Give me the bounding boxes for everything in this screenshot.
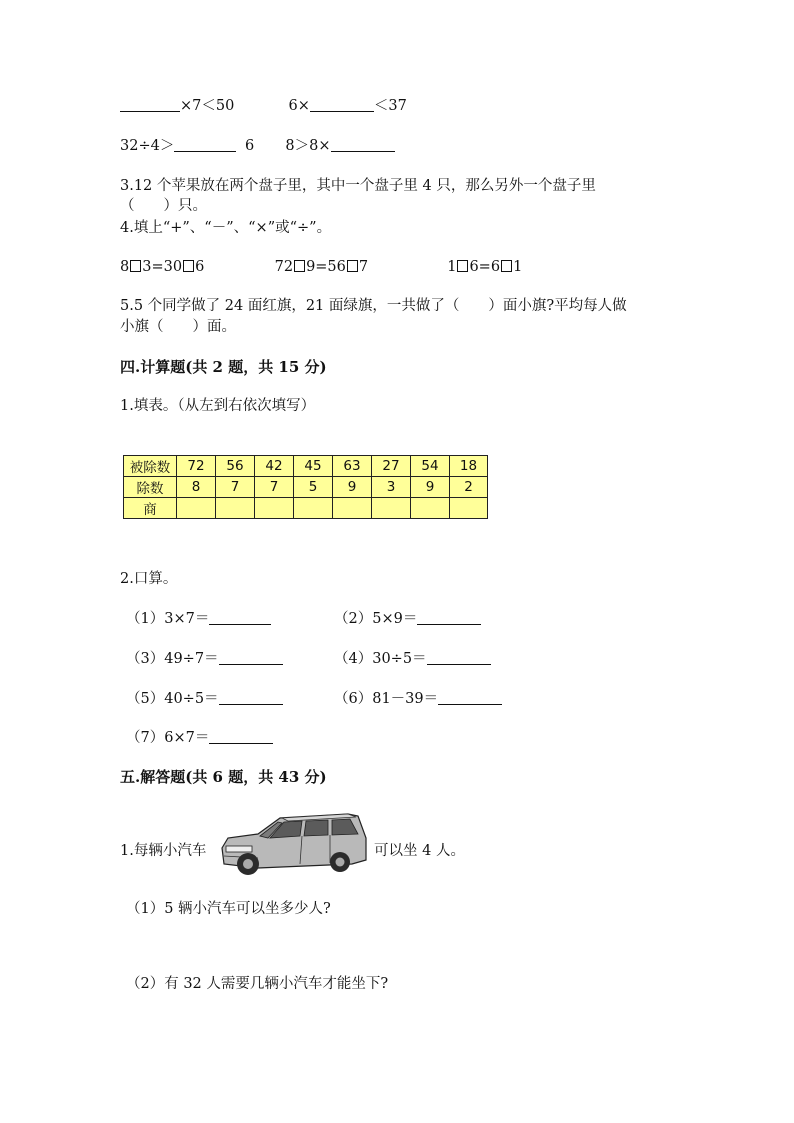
table-cell: 56 [216,456,255,477]
car-image [218,808,370,880]
table-cell: 8 [177,477,216,498]
row-label: 被除数 [124,456,177,477]
inequality-line-1: ×7＜50 6× ＜37 [120,96,407,116]
equation-3: 1 6=6 1 [447,259,523,275]
mental-math-title: 2.口算。 [120,571,178,587]
table-cell: 7 [255,477,294,498]
equation-1: 8 3=30 6 [120,259,205,275]
question-5-line-1: 5.5 个同学做了 24 面红旗，21 面绿旗，一共做了（ ）面小旗?平均每人做 [120,298,627,314]
answer-blank[interactable] [310,97,374,112]
mental-item-6: （6）81－39＝ [334,689,502,709]
mental-item-4: （4）30÷5＝ [334,649,491,669]
mental-item-2: （2）5×9＝ [334,609,481,629]
section-4-heading: 四.计算题(共 2 题，共 15 分) [120,358,327,376]
car-question-suffix: 可以坐 4 人。 [374,843,465,859]
table-cell: 3 [372,477,411,498]
inequality-line-2: 32÷4＞ 6 8＞8× [120,136,395,156]
table-cell: 27 [372,456,411,477]
answer-blank[interactable] [219,650,283,665]
answer-blank[interactable] [219,690,283,705]
table-cell: 63 [333,456,372,477]
mental-item-7: （7）6×7＝ [126,728,273,748]
answer-blank[interactable] [331,137,395,152]
question-5-line-2: 小旗（ ）面。 [120,319,236,335]
table-row-quotient [124,498,488,519]
operator-box[interactable] [294,260,305,272]
answer-blank[interactable] [209,610,271,625]
question-4-equations [120,257,522,277]
answer-cell[interactable] [411,498,450,519]
mental-item-1: （1）3×7＝ [126,609,271,629]
answer-cell[interactable] [294,498,333,519]
answer-blank[interactable] [438,690,502,705]
mental-item-5: （5）40÷5＝ [126,689,283,709]
row-label: 商 [124,498,177,519]
question-3-line-2: （ ）只。 [120,198,207,214]
operator-box[interactable] [501,260,512,272]
answer-blank[interactable] [209,729,273,744]
section-5-heading: 五.解答题(共 6 题，共 43 分) [120,768,327,786]
table-row-dividend [124,456,488,477]
table-cell: 45 [294,456,333,477]
question-4-title: 4.填上“+”、“－”、“×”或“÷”。 [120,220,332,236]
answer-cell[interactable] [450,498,488,519]
answer-cell[interactable] [333,498,372,519]
row-label: 除数 [124,477,177,498]
answer-cell[interactable] [177,498,216,519]
sub-question-1: （1）5 辆小汽车可以坐多少人? [126,901,331,917]
table-cell: 5 [294,477,333,498]
sub-question-2: （2）有 32 人需要几辆小汽车才能坐下? [126,976,389,992]
table-cell: 42 [255,456,294,477]
operator-box[interactable] [457,260,468,272]
operator-box[interactable] [130,260,141,272]
answer-blank[interactable] [427,650,491,665]
table-cell: 9 [333,477,372,498]
table-cell: 72 [177,456,216,477]
operator-box[interactable] [183,260,194,272]
answer-blank[interactable] [174,137,236,152]
answer-cell[interactable] [216,498,255,519]
division-table [123,455,488,519]
table-cell: 18 [450,456,488,477]
table-row-divisor [124,477,488,498]
equation-2: 72 9=56 7 [274,259,369,275]
table-cell: 7 [216,477,255,498]
operator-box[interactable] [347,260,358,272]
table-cell: 9 [411,477,450,498]
table-cell: 2 [450,477,488,498]
question-3-line-1: 3.12 个苹果放在两个盘子里，其中一个盘子里 4 只，那么另外一个盘子里 [120,178,596,194]
answer-blank[interactable] [417,610,481,625]
answer-blank[interactable] [120,97,180,112]
table-cell: 54 [411,456,450,477]
fill-table-title: 1.填表。（从左到右依次填写） [120,398,316,414]
answer-cell[interactable] [372,498,411,519]
car-question-prefix: 1.每辆小汽车 [120,843,207,859]
mental-item-3: （3）49÷7＝ [126,649,283,669]
answer-cell[interactable] [255,498,294,519]
